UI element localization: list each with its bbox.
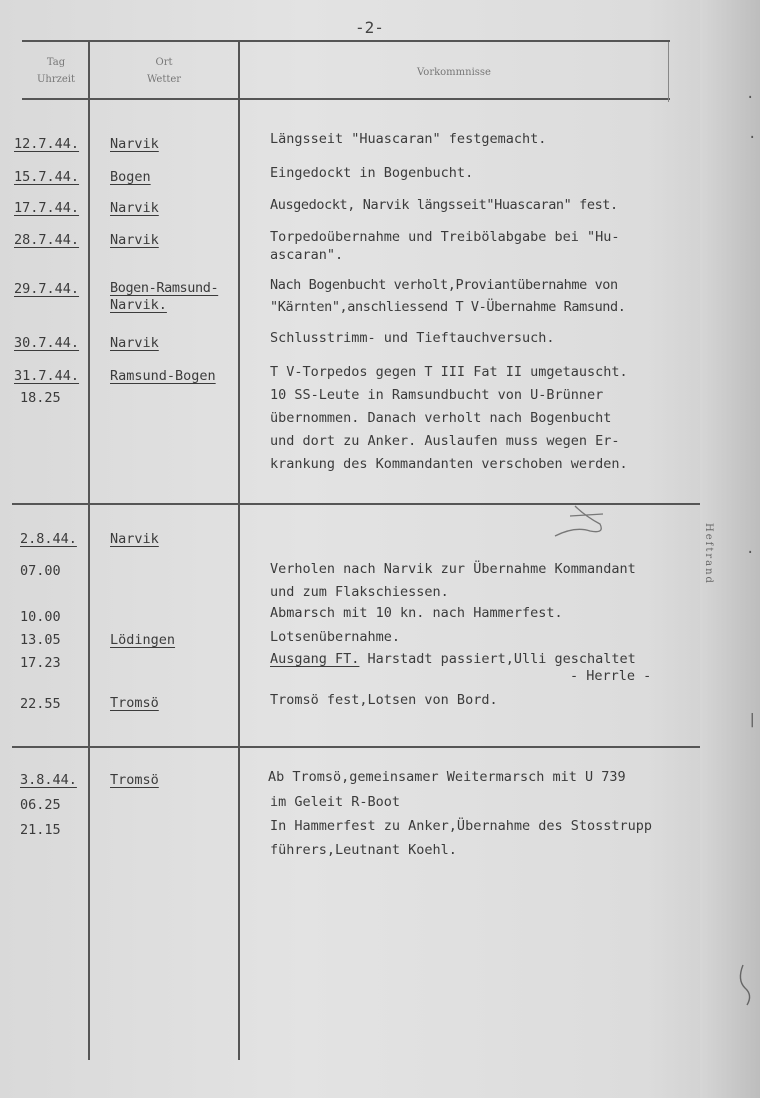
entry-date: 28.7.44. bbox=[14, 232, 80, 248]
entry-text: Ausgedockt, Narvik längsseit"Huascaran" fest. bbox=[270, 197, 618, 213]
entry-time: 21.15 bbox=[20, 822, 61, 838]
entry-text-line: Ab Tromsö,gemeinsamer Weitermarsch mit U 739 bbox=[268, 769, 626, 785]
entry-place: Narvik bbox=[110, 200, 159, 216]
entry-text: Eingedockt in Bogenbucht. bbox=[270, 165, 474, 181]
entry-text-line: krankung des Kommandanten verschoben werden. bbox=[270, 456, 628, 472]
column-rule-right bbox=[668, 42, 669, 102]
entry-time: 22.55 bbox=[20, 696, 61, 712]
entry-time: 07.00 bbox=[20, 563, 61, 579]
column-rule-2 bbox=[238, 42, 240, 1060]
header-col1: Tag Uhrzeit bbox=[36, 57, 76, 85]
margin-dot: · bbox=[746, 90, 755, 106]
entry-place: Narvik. bbox=[110, 297, 167, 313]
entry-text-line: Abmarsch mit 10 kn. nach Hammerfest. bbox=[270, 605, 563, 621]
entry-date: 2.8.44. bbox=[20, 531, 77, 547]
margin-dot: · bbox=[746, 545, 755, 561]
entry-text-line: Nach Bogenbucht verholt,Proviantübernahme von bbox=[270, 277, 618, 293]
entry-place: Narvik bbox=[110, 136, 159, 152]
entry-place: Lödingen bbox=[110, 632, 176, 648]
header-bottom-rule bbox=[22, 98, 670, 100]
header-top-rule bbox=[22, 40, 670, 42]
entry-place: Ramsund-Bogen bbox=[110, 368, 216, 384]
page-number: -2- bbox=[355, 18, 384, 37]
column-rule-1 bbox=[88, 42, 90, 1060]
margin-text: Heftrand bbox=[703, 523, 714, 585]
entry-text-line: übernommen. Danach verholt nach Bogenbucht bbox=[270, 410, 612, 426]
entry-text-line: ascaran". bbox=[270, 247, 344, 263]
entry-text-line: 10 SS-Leute in Ramsundbucht von U-Brünner bbox=[270, 387, 604, 403]
section-rule-2 bbox=[12, 746, 700, 748]
entry-time: 17.23 bbox=[20, 655, 61, 671]
entry-place: Bogen-Ramsund- bbox=[110, 280, 219, 296]
entry-text-line bbox=[270, 650, 636, 668]
entry-text-line: Tromsö fest,Lotsen von Bord. bbox=[270, 692, 498, 708]
entry-text-line: "Kärnten",anschliessend T V-Übernahme Ramsund. bbox=[270, 299, 626, 315]
entry-text-line: führers,Leutnant Koehl. bbox=[270, 842, 457, 858]
entry-time: 06.25 bbox=[20, 797, 61, 813]
entry-date: 30.7.44. bbox=[14, 335, 80, 351]
entry-text-line: In Hammerfest zu Anker,Übernahme des Stosstrupp bbox=[270, 818, 653, 834]
header-tag-uhrzeit bbox=[24, 54, 88, 88]
entry-date: 15.7.44. bbox=[14, 169, 80, 185]
entry-text-line: Lotsenübernahme. bbox=[270, 629, 401, 645]
entry-place: Bogen bbox=[110, 169, 151, 185]
entry-date: 31.7.44. bbox=[14, 368, 80, 384]
entry-text-prefix: Ausgang FT. bbox=[270, 651, 360, 667]
entry-date: 29.7.44. bbox=[14, 281, 80, 297]
entry-time: 13.05 bbox=[20, 632, 61, 648]
entry-text: Schlusstrimm- und Tieftauchversuch. bbox=[270, 330, 555, 346]
header-col2: Ort Wetter bbox=[146, 57, 182, 85]
entry-date: 17.7.44. bbox=[14, 200, 80, 216]
entry-text-line: T V-Torpedos gegen T III Fat II umgetauscht. bbox=[270, 364, 628, 380]
entry-place: Narvik bbox=[110, 335, 159, 351]
entry-place: Tromsö bbox=[110, 695, 159, 711]
entry-date: 12.7.44. bbox=[14, 136, 80, 152]
margin-scribble-icon bbox=[735, 960, 760, 1010]
header-vorkommnisse: Vorkommnisse bbox=[417, 67, 491, 78]
entry-time: 10.00 bbox=[20, 609, 61, 625]
entry-time: 18.25 bbox=[20, 390, 61, 406]
entry-text-line: und dort zu Anker. Auslaufen muss wegen Er- bbox=[270, 433, 620, 449]
entry-place: Tromsö bbox=[110, 772, 159, 788]
entry-text: Längsseit "Huascaran" festgemacht. bbox=[270, 131, 547, 147]
entry-text-line: Torpedoübernahme und Treibölabgabe bei "Hu- bbox=[270, 229, 620, 245]
handwritten-mark-icon bbox=[545, 496, 615, 546]
header-ort-wetter bbox=[90, 54, 238, 88]
entry-place: Narvik bbox=[110, 531, 159, 547]
signature-herrle: - Herrle - bbox=[570, 668, 652, 684]
entry-date: 3.8.44. bbox=[20, 772, 77, 788]
entry-text-line: im Geleit R-Boot bbox=[270, 794, 401, 810]
entry-text-line: und zum Flakschiessen. bbox=[270, 584, 449, 600]
entry-text-line: Verholen nach Narvik zur Übernahme Kommandant bbox=[270, 561, 636, 577]
margin-tick: | bbox=[748, 712, 757, 728]
entry-place: Narvik bbox=[110, 232, 159, 248]
margin-dot: · bbox=[748, 130, 757, 146]
entry-text-rest: Harstadt passiert,Ulli geschaltet bbox=[359, 651, 636, 667]
